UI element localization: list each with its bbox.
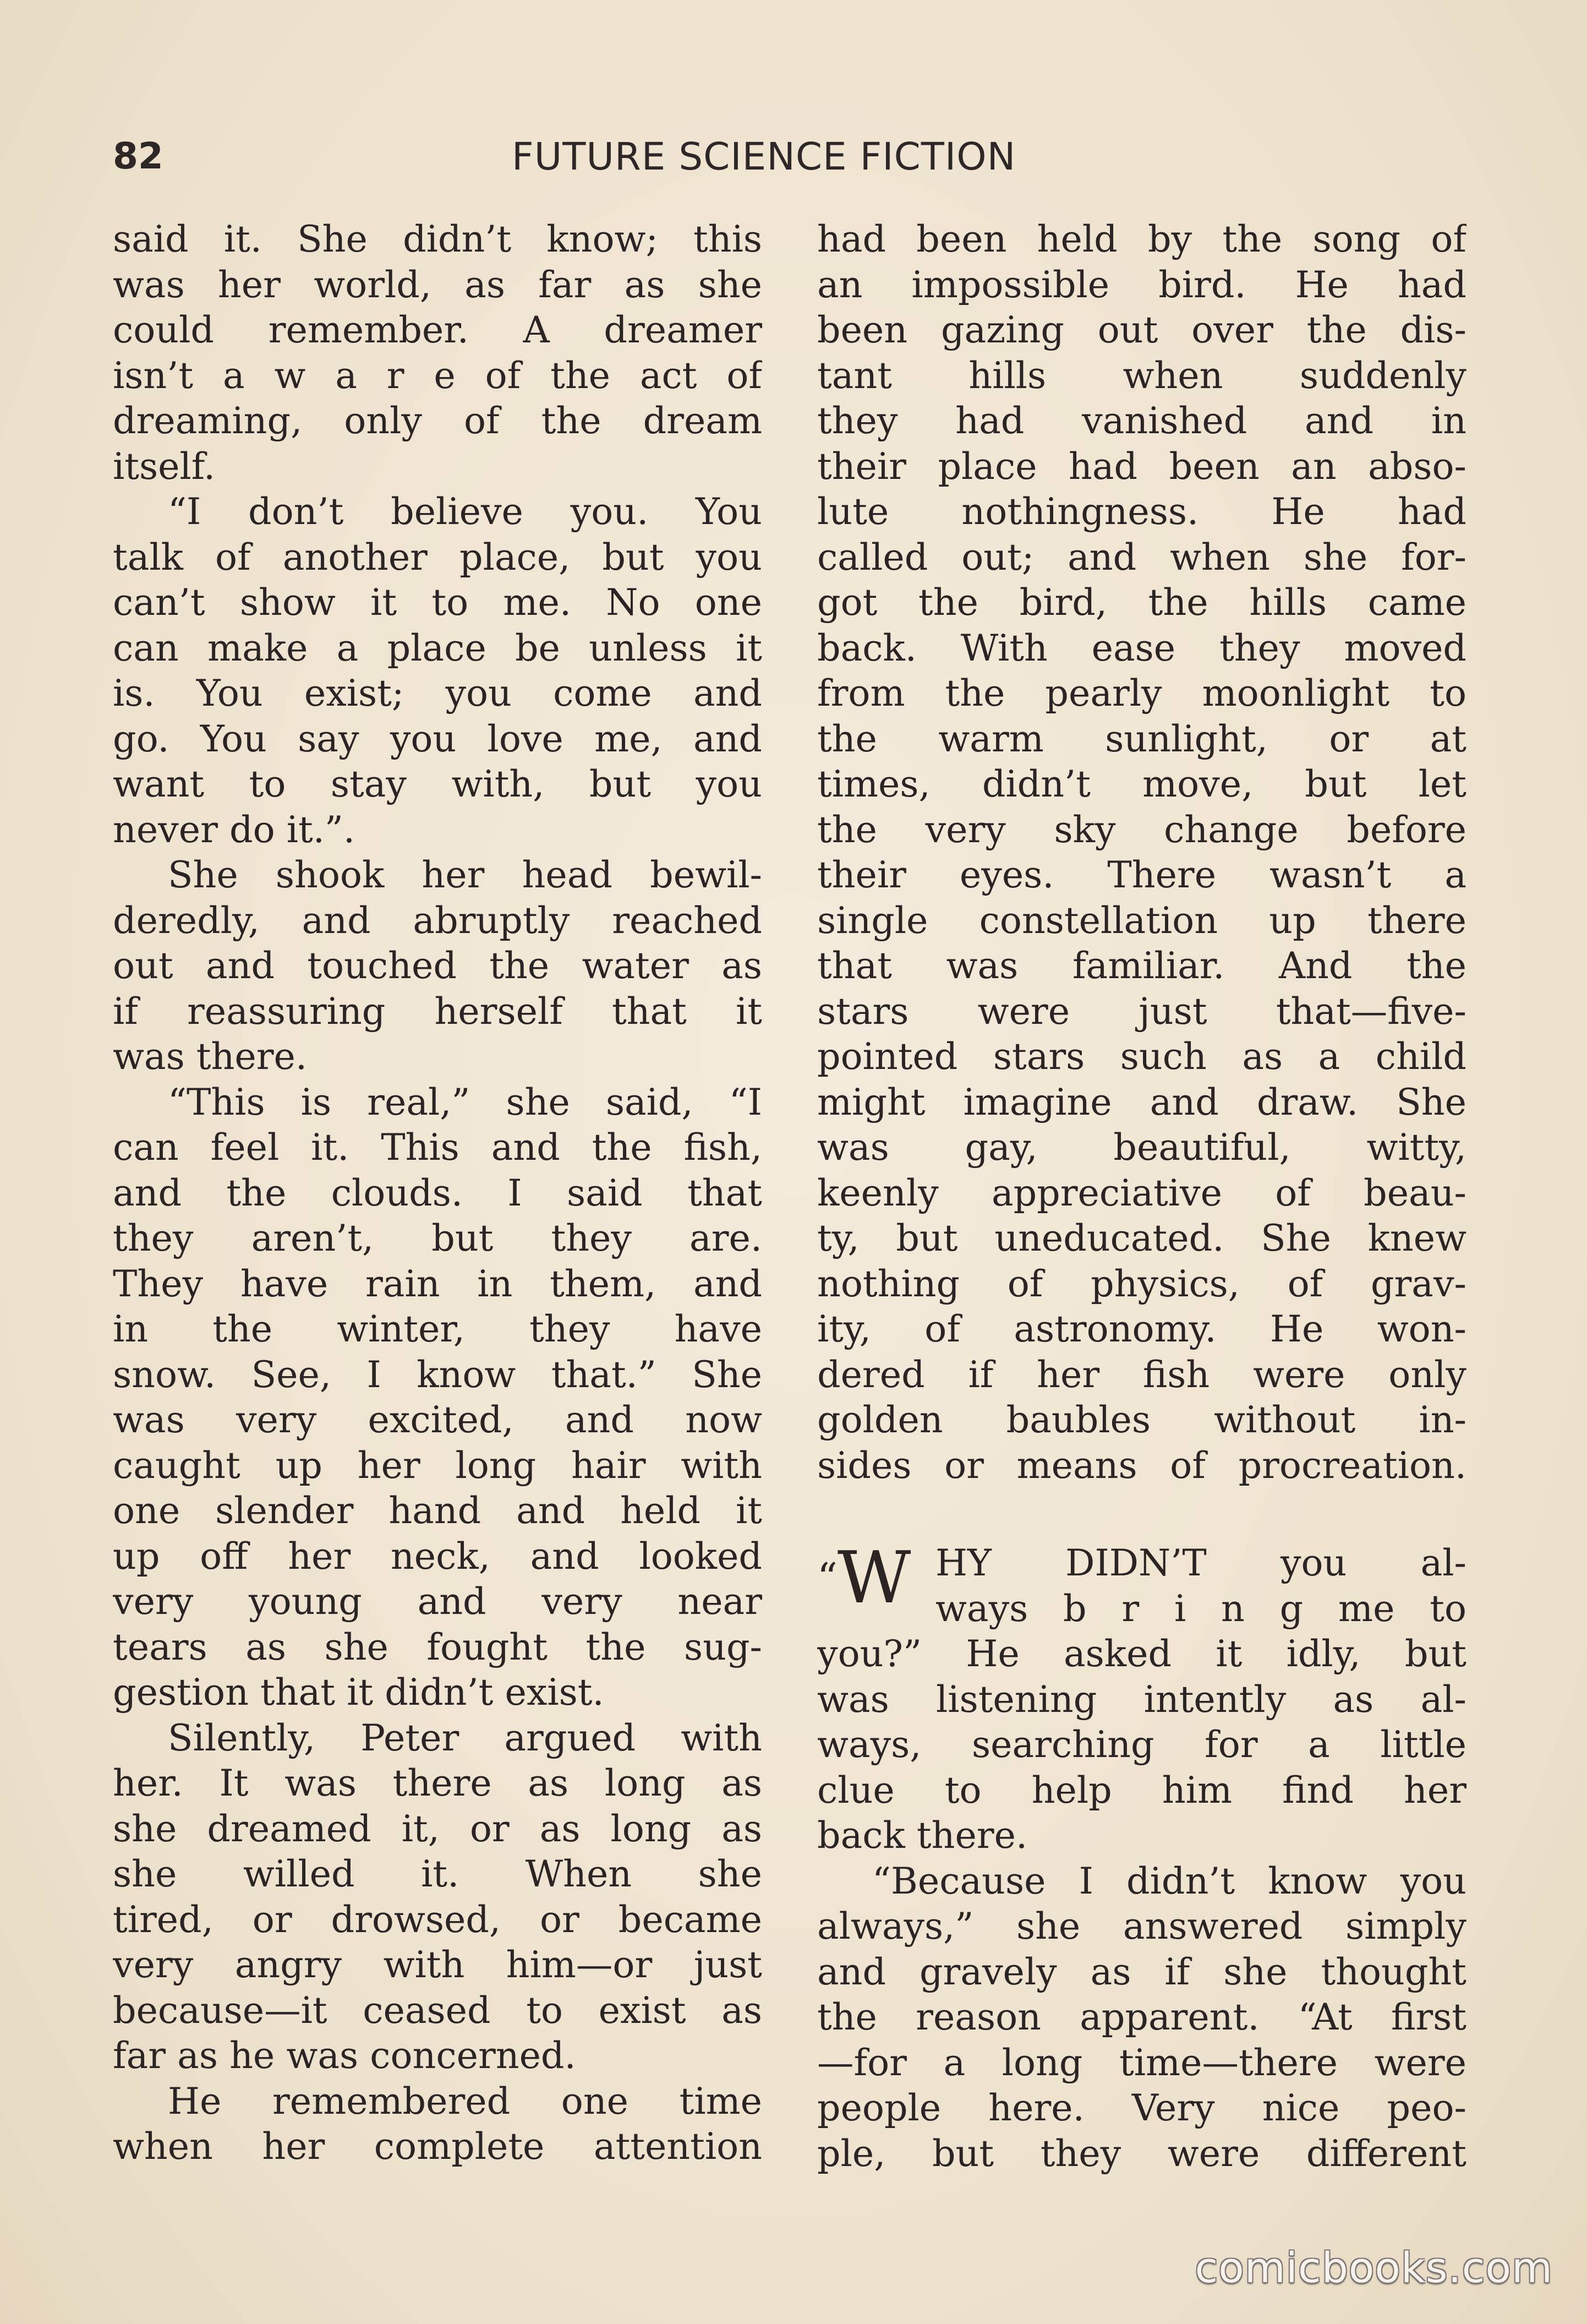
text-line: from the pearly moonlight to bbox=[817, 672, 1466, 714]
text-line: back. With ease they moved bbox=[817, 626, 1466, 669]
text-line: up off her neck, and looked bbox=[113, 1534, 762, 1578]
text-line: can feel it. This and the fish, bbox=[113, 1126, 762, 1169]
text-line: stars were just that—five- bbox=[817, 989, 1466, 1033]
text-line: isn’t a w a r e of the act of bbox=[113, 353, 762, 397]
text-line: sides or means of procreation. bbox=[817, 1443, 1466, 1487]
text-line: their place had been an abso- bbox=[817, 444, 1466, 488]
right-column-bottom-text bbox=[817, 1631, 1466, 2176]
text-line: got the bird, the hills came bbox=[817, 581, 1466, 624]
text-line: in the winter, they have bbox=[113, 1307, 762, 1350]
text-line: her. It was there as long as bbox=[113, 1761, 762, 1804]
section-break bbox=[817, 1488, 1466, 1540]
text-line: people here. Very nice peo- bbox=[817, 2086, 1466, 2129]
text-line: you?” He asked it idly, but bbox=[817, 1632, 1466, 1675]
text-line: the warm sunlight, or at bbox=[817, 717, 1466, 760]
text-line: lute nothingness. He had bbox=[817, 490, 1466, 533]
text-line: can’t show it to me. No one bbox=[113, 581, 762, 624]
text-line: single constellation up there bbox=[817, 898, 1466, 942]
text-line: go. You say you love me, and bbox=[113, 717, 762, 760]
text-line: gestion that it didn’t exist. bbox=[113, 1671, 604, 1714]
running-head: FUTURE SCIENCE FICTION bbox=[512, 135, 1016, 179]
text-line: that was familiar. And the bbox=[817, 944, 1466, 987]
text-line: because—it ceased to exist as bbox=[113, 1988, 762, 2032]
text-line: never do it.”. bbox=[113, 808, 355, 851]
text-line: He remembered one time bbox=[168, 2079, 762, 2123]
dropcap-letter: W bbox=[837, 1536, 911, 1619]
dropcap bbox=[817, 1536, 911, 1619]
text-line: was her world, as far as she bbox=[113, 263, 762, 306]
text-line: said it. She didn’t know; this bbox=[113, 217, 762, 260]
text-line: Silently, Peter argued with bbox=[168, 1716, 762, 1759]
text-line: deredly, and abruptly reached bbox=[113, 898, 762, 942]
text-line: might imagine and draw. She bbox=[817, 1080, 1466, 1123]
left-text-column bbox=[113, 216, 762, 2176]
text-line: can make a place be unless it bbox=[113, 626, 762, 669]
text-line: if reassuring herself that it bbox=[113, 989, 762, 1033]
text-line: had been held by the song of bbox=[817, 217, 1466, 260]
page-header bbox=[113, 135, 1081, 190]
text-line: very angry with him—or just bbox=[113, 1943, 762, 1986]
text-line: itself. bbox=[113, 444, 216, 488]
text-line: She shook her head bewil- bbox=[168, 853, 762, 896]
text-line: the very sky change before bbox=[817, 808, 1466, 851]
text-line: and gravely as if she thought bbox=[817, 1950, 1466, 1993]
text-line: they had vanished and in bbox=[817, 399, 1466, 442]
text-line: talk of another place, but you bbox=[113, 535, 762, 579]
text-line: snow. See, I know that.” She bbox=[113, 1352, 762, 1396]
text-line: been gazing out over the dis- bbox=[817, 308, 1466, 351]
text-line: is. You exist; you come and bbox=[113, 672, 762, 714]
text-line: far as he was concerned. bbox=[113, 2034, 576, 2077]
text-line: could remember. A dreamer bbox=[113, 308, 762, 351]
text-line: They have rain in them, and bbox=[113, 1262, 762, 1305]
dropcap-paragraph-start bbox=[817, 1536, 1466, 1631]
text-line: clue to help him find her bbox=[817, 1768, 1466, 1812]
text-line: was listening intently as al- bbox=[817, 1677, 1466, 1721]
text-line: was there. bbox=[113, 1035, 308, 1078]
text-line: tears as she fought the sug- bbox=[113, 1625, 762, 1668]
text-line: always,” she answered simply bbox=[817, 1905, 1466, 1947]
text-line: caught up her long hair with bbox=[113, 1443, 762, 1487]
text-line: ple, but they were different bbox=[817, 2131, 1466, 2175]
text-line: and the clouds. I said that bbox=[113, 1171, 762, 1214]
text-line: called out; and when she for- bbox=[817, 535, 1466, 579]
text-line: out and touched the water as bbox=[113, 944, 762, 987]
text-line: want to stay with, but you bbox=[113, 762, 762, 805]
text-line: nothing of physics, of grav- bbox=[817, 1262, 1466, 1305]
page-number: 82 bbox=[113, 135, 163, 177]
text-line: “I don’t believe you. You bbox=[168, 490, 762, 533]
text-line: HY DIDN’T you al- bbox=[935, 1541, 1466, 1584]
text-line: keenly appreciative of beau- bbox=[817, 1171, 1466, 1214]
text-line: one slender hand and held it bbox=[113, 1489, 762, 1532]
text-line: their eyes. There wasn’t a bbox=[817, 853, 1466, 896]
text-line: “This is real,” she said, “I bbox=[168, 1080, 762, 1123]
text-line: she dreamed it, or as long as bbox=[113, 1807, 762, 1850]
text-line: very young and very near bbox=[113, 1580, 762, 1623]
text-line: ways, searching for a little bbox=[817, 1723, 1466, 1766]
text-line: pointed stars such as a child bbox=[817, 1035, 1466, 1078]
text-line: back there. bbox=[817, 1814, 1028, 1857]
right-text-column bbox=[817, 216, 1466, 2176]
text-line: tant hills when suddenly bbox=[817, 353, 1466, 397]
right-column-top-text bbox=[817, 216, 1466, 1488]
text-line: was very excited, and now bbox=[113, 1398, 762, 1441]
watermark-logo: comicbooks.com bbox=[1195, 2243, 1553, 2292]
text-line: —for a long time—there were bbox=[817, 2041, 1466, 2084]
text-line: golden baubles without in- bbox=[817, 1398, 1466, 1441]
text-line: was gay, beautiful, witty, bbox=[817, 1126, 1466, 1169]
text-line: times, didn’t move, but let bbox=[817, 762, 1466, 805]
dropcap-quote: “ bbox=[817, 1554, 838, 1601]
text-line: ity, of astronomy. He won- bbox=[817, 1307, 1466, 1350]
text-line: the reason apparent. “At first bbox=[817, 1995, 1466, 2038]
text-line: dreaming, only of the dream bbox=[113, 399, 762, 442]
text-line: when her complete attention bbox=[113, 2125, 762, 2168]
text-line: an impossible bird. He had bbox=[817, 263, 1466, 306]
text-line: dered if her fish were only bbox=[817, 1352, 1466, 1396]
text-line: they aren’t, but they are. bbox=[113, 1216, 762, 1259]
text-line: “Because I didn’t know you bbox=[872, 1859, 1466, 1902]
text-line: ty, but uneducated. She knew bbox=[817, 1216, 1466, 1259]
text-line: she willed it. When she bbox=[113, 1852, 762, 1895]
text-line: tired, or drowsed, or became bbox=[113, 1897, 762, 1941]
text-line: ways b r i n g me to bbox=[935, 1586, 1466, 1630]
